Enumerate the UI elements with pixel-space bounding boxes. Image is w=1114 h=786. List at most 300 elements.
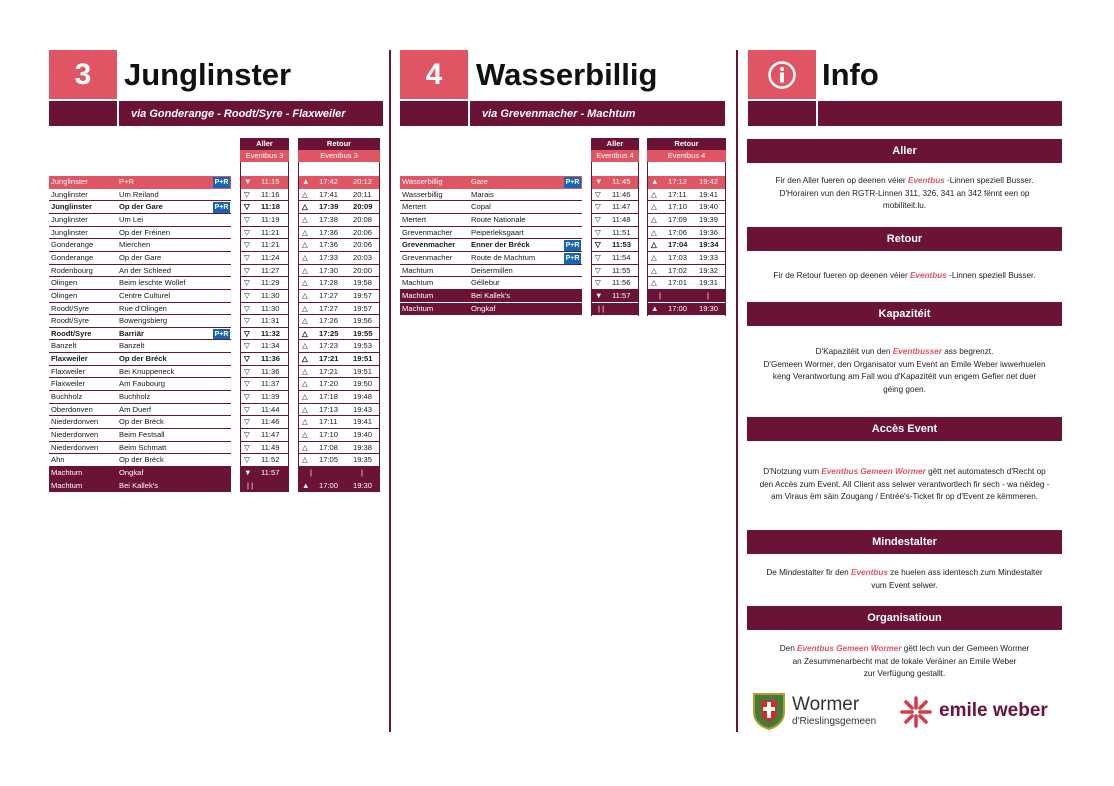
aller-time: 11:48 [612, 214, 631, 224]
line4-retour-head: Retour [647, 138, 726, 150]
aller-time: 11:51 [612, 227, 631, 237]
stop-name: Op der Gare [119, 202, 163, 212]
retour-time-1: 17:20 [319, 379, 339, 389]
stop-name: Peiperleksgaart [471, 227, 524, 237]
retour-time-1: 17:08 [319, 442, 339, 452]
town-name: Banzelt [51, 341, 77, 351]
retour-time-2: 19:48 [353, 392, 373, 402]
direction-arrow-icon: ▽ [244, 214, 250, 224]
aller-time-cell [241, 467, 288, 480]
info-bar-left [748, 101, 816, 126]
info-acces-text [747, 466, 1062, 504]
town-name: Oberdonven [51, 404, 93, 414]
direction-arrow-icon: ▽ [244, 379, 250, 389]
town-name: Niederdonven [51, 442, 99, 452]
direction-arrow-icon: ▽ [244, 366, 250, 376]
direction-arrow-icon: ▽ [244, 341, 250, 351]
park-and-ride-badge: P+R [214, 204, 229, 212]
direction-arrow-icon: ▽ [244, 316, 250, 326]
line3-aller-sub: Eventbus 3 [240, 150, 289, 162]
retour-time-1: | [310, 467, 312, 477]
line4-retour-sub: Eventbus 4 [647, 150, 726, 162]
town-name: Machtum [402, 303, 434, 313]
line3-via-left [49, 101, 117, 126]
info-icon [767, 60, 797, 90]
direction-arrow-icon: ▲ [651, 177, 659, 186]
town-name: Junglinster [51, 202, 92, 212]
retour-time-2: 20:08 [353, 214, 373, 224]
direction-arrow-icon: △ [302, 455, 308, 465]
info-kap-em: Eventbusser [892, 347, 942, 356]
divider-2 [736, 50, 738, 732]
direction-arrow-icon: ▽ [244, 404, 250, 414]
retour-time-2: 19:30 [353, 480, 373, 490]
retour-time-2: 19:33 [699, 252, 719, 262]
direction-arrow-icon: △ [302, 341, 308, 351]
direction-arrow-icon: △ [302, 252, 308, 262]
aller-time: 11:53 [612, 240, 632, 250]
direction-arrow-icon: △ [302, 303, 308, 313]
retour-time-2: 20:06 [353, 227, 373, 237]
town-name: Machtum [402, 290, 434, 300]
retour-time-1: 17:10 [668, 202, 688, 212]
info-kap-line3: keng Verantwortung am Fall wou d'Kapazitéit vun engem Gefier net duer [772, 372, 1037, 382]
info-retour-heading: Retour [747, 227, 1062, 251]
stop-name: Am Duerf [119, 404, 152, 414]
stop-name: Beim Festsall [119, 430, 165, 439]
stop-name: Banzelt [119, 341, 145, 351]
line3-title: Junglinster [124, 56, 292, 92]
direction-arrow-icon: ▽ [244, 252, 250, 262]
emile-weber-logo [899, 693, 1062, 731]
park-and-ride-badge: P+R [565, 242, 580, 250]
aller-time: 11:46 [261, 417, 280, 427]
stop-name: Ongkaf [119, 467, 144, 477]
park-and-ride-badge: P+R [565, 179, 580, 186]
divider-1 [389, 50, 391, 732]
stop-name: Beim leschte Wollef [119, 278, 186, 288]
line3-retour-border-r [379, 162, 380, 492]
retour-time-2: 19:43 [353, 404, 373, 414]
direction-arrow-icon: ▽ [244, 392, 250, 402]
aller-time: 11:36 [261, 354, 281, 364]
table-row [400, 303, 582, 316]
retour-time-2: 20:11 [353, 189, 372, 199]
aller-time: 11:37 [261, 379, 280, 389]
info-aller-em: Eventbus [907, 176, 945, 185]
direction-arrow-icon: ▽ [244, 328, 250, 338]
direction-arrow-icon: ▽ [595, 278, 601, 288]
town-name: Rodenbourg [51, 265, 93, 275]
direction-arrow-icon: ▼ [595, 290, 603, 300]
direction-arrow-icon: △ [651, 214, 657, 224]
retour-time-1: 17:27 [319, 290, 339, 300]
direction-arrow-icon: △ [302, 214, 308, 224]
retour-time-1: 17:39 [319, 202, 339, 212]
retour-time-1: 17:23 [319, 341, 339, 351]
stop-name: Beim Schmatt [119, 442, 167, 452]
retour-time-2: 19:32 [699, 265, 719, 275]
town-name: Mertert [402, 202, 427, 212]
table-row [400, 176, 582, 189]
line4-retour-border-r [725, 162, 726, 316]
stop-name: An der Schleed [119, 265, 171, 275]
aller-time: 11:39 [261, 392, 280, 402]
retour-time-1: 17:00 [319, 480, 339, 490]
direction-arrow-icon: △ [302, 202, 308, 212]
info-mind-em: Eventbus [851, 568, 888, 577]
town-name: Niederdonven [51, 417, 99, 427]
direction-arrow-icon: △ [302, 404, 308, 414]
direction-arrow-icon: ▲ [302, 177, 310, 186]
aller-time-cell [241, 176, 288, 189]
info-kap-line2: D'Gemeen Wormer, den Organisator vum Event an Emile Weber iwwerhuelen [763, 359, 1046, 369]
retour-time-2: 19:53 [353, 341, 373, 351]
town-name: Niederdonven [51, 430, 99, 439]
stop-name: Rue d'Olingen [119, 303, 167, 313]
line3-retour-head: Retour [298, 138, 380, 150]
stop-name: Op der Gare [119, 252, 162, 262]
retour-time-1: 17:36 [319, 227, 339, 237]
direction-arrow-icon: ▽ [595, 227, 601, 237]
retour-time-1: 17:06 [668, 227, 688, 237]
wormer-logo [752, 692, 887, 732]
town-name: Flaxweiler [51, 379, 86, 389]
town-name: Wasserbillig [402, 189, 443, 199]
town-name: Machtum [51, 480, 83, 490]
aller-time: 11:16 [261, 189, 280, 199]
stop-name: Um Reiland [119, 189, 159, 199]
table-row [49, 480, 231, 493]
direction-arrow-icon: ▽ [244, 417, 250, 427]
table-row [49, 467, 231, 480]
aller-time-cell [592, 290, 638, 303]
retour-time-1: 17:30 [319, 265, 339, 275]
stop-name: Route Nationale [471, 214, 526, 224]
info-aller-heading: Aller [747, 139, 1062, 163]
retour-time-1: 17:13 [319, 404, 339, 414]
retour-time-2: 19:38 [353, 442, 373, 452]
aller-time: | | [247, 480, 254, 490]
retour-time-2: 19:41 [353, 417, 373, 427]
town-name: Junglinster [51, 227, 88, 237]
stop-name: Bei Kallek's [119, 480, 159, 490]
direction-arrow-icon: ▼ [244, 177, 252, 186]
direction-arrow-icon: ▼ [595, 177, 603, 186]
direction-arrow-icon: ▽ [595, 240, 601, 250]
retour-time-2: 19:34 [699, 240, 719, 250]
info-mindestalter-heading: Mindestalter [747, 530, 1062, 554]
retour-time-cell [299, 467, 379, 480]
info-org-t1: Den [779, 644, 798, 653]
town-name: Wasserbillig [402, 177, 443, 186]
retour-time-1: 17:03 [668, 252, 688, 262]
aller-time: 11:29 [261, 278, 280, 288]
wormer-logo-name: Wormer [792, 694, 860, 715]
info-aller-line2: D'Horairen vun den RGTR-Linnen 311, 326, 341 an 342 fënnt een op [779, 188, 1030, 198]
stop-name: Route de Machtum [471, 252, 536, 262]
info-retour-em: Eventbus [909, 271, 947, 280]
wormer-crest-icon [752, 692, 786, 730]
town-name: Roodt/Syre [51, 303, 89, 313]
direction-arrow-icon: △ [302, 227, 308, 237]
direction-arrow-icon: ▽ [595, 252, 601, 262]
aller-time: 11:34 [261, 341, 280, 351]
stop-name: Ongkaf [471, 303, 496, 313]
aller-time: 11:54 [612, 252, 631, 262]
retour-time-2: 19:56 [353, 316, 373, 326]
stop-name: Buchholz [119, 392, 151, 402]
direction-arrow-icon: ▽ [244, 278, 250, 288]
direction-arrow-icon: ▽ [244, 354, 250, 364]
retour-time-2: 19:57 [353, 290, 373, 300]
direction-arrow-icon: △ [651, 265, 657, 275]
direction-arrow-icon: ▽ [244, 455, 250, 465]
info-icon-box [748, 50, 816, 99]
info-kap-t1: D'Kapazitéit vun den [815, 347, 893, 356]
town-name: Gonderange [51, 252, 94, 262]
retour-time-1: 17:21 [319, 366, 339, 376]
retour-time-2: 20:00 [353, 265, 373, 275]
direction-arrow-icon: △ [302, 392, 308, 402]
direction-arrow-icon: △ [302, 290, 308, 300]
line4-number: 4 [400, 50, 468, 99]
direction-arrow-icon: ▽ [244, 442, 250, 452]
stop-name: Enner der Bréck [471, 240, 530, 250]
line4-aller-head: Aller [591, 138, 639, 150]
info-org-em: Eventbus Gemeen Wormer [797, 644, 902, 653]
town-name: Junglinster [51, 214, 88, 224]
line3-via: via Gonderange - Roodt/Syre - Flaxweiler [119, 101, 383, 126]
aller-time-cell [592, 176, 638, 189]
retour-time-1: 17:21 [319, 354, 339, 364]
retour-time-2: 20:12 [353, 177, 373, 186]
direction-arrow-icon: ▽ [244, 290, 250, 300]
line3-retour-sub: Eventbus 3 [298, 150, 380, 162]
aller-time: | | [598, 303, 605, 313]
retour-time-1: 17:02 [668, 265, 688, 275]
retour-time-1: | [659, 290, 661, 300]
retour-time-2: 19:50 [353, 379, 373, 389]
info-aller-text [747, 175, 1062, 213]
retour-time-2: 19:40 [699, 202, 719, 212]
retour-time-2: 20:06 [353, 240, 373, 250]
town-name: Machtum [402, 265, 434, 275]
retour-time-2: | [361, 467, 363, 477]
park-and-ride-badge: P+R [214, 330, 229, 338]
retour-time-cell [299, 480, 379, 493]
direction-arrow-icon: △ [302, 278, 308, 288]
aller-time: 11:30 [261, 303, 280, 313]
retour-time-1: 17:11 [668, 189, 687, 199]
stop-name: Centre Culturel [119, 290, 171, 300]
info-acces-t1: D'Notzung vum [763, 467, 822, 476]
town-name: Roodt/Syre [51, 316, 89, 326]
info-kap-line4: géing goen. [883, 384, 926, 394]
retour-time-2: | [707, 290, 709, 300]
info-mindestalter-text [747, 567, 1062, 592]
aller-time: 11:47 [261, 430, 280, 439]
stop-name: Bei Knuppeneck [119, 366, 175, 376]
stop-name: Barriär [119, 328, 144, 338]
info-aller-t2: -Linnen speziell Busser. [944, 176, 1034, 185]
direction-arrow-icon: ▲ [302, 480, 310, 490]
aller-time: 11:49 [261, 442, 280, 452]
table-row [400, 290, 582, 303]
retour-time-1: 17:04 [668, 240, 688, 250]
retour-time-2: 19:40 [353, 430, 373, 439]
stop-name: Am Faubourg [119, 379, 166, 389]
direction-arrow-icon: △ [651, 252, 657, 262]
aller-time: 11:19 [261, 214, 280, 224]
info-acces-t2: gëtt net automatesch d'Recht op [925, 467, 1046, 476]
aller-time: 11:45 [612, 177, 631, 186]
stop-name: Op der Bréck [119, 455, 164, 465]
direction-arrow-icon: △ [302, 366, 308, 376]
direction-arrow-icon: ▽ [244, 240, 250, 250]
direction-arrow-icon: △ [302, 442, 308, 452]
info-org-t2: gëtt lech vun der Gemeen Wormer [901, 644, 1030, 653]
aller-time: 11:36 [261, 366, 280, 376]
retour-time-2: 19:31 [699, 278, 719, 288]
retour-time-1: 17:18 [319, 392, 339, 402]
info-acces-heading: Accès Event [747, 417, 1062, 441]
retour-time-2: 19:42 [699, 177, 719, 186]
direction-arrow-icon: △ [651, 278, 657, 288]
town-name: Junglinster [51, 189, 88, 199]
direction-arrow-icon: △ [302, 430, 308, 439]
retour-time-1: 17:27 [319, 303, 339, 313]
stop-name: Marais [471, 189, 494, 199]
town-name: Roodt/Syre [51, 328, 92, 338]
direction-arrow-icon: △ [302, 379, 308, 389]
retour-time-cell [648, 176, 725, 189]
aller-time: 11:15 [261, 177, 280, 186]
retour-time-2: 19:41 [699, 189, 719, 199]
info-mind-t2: ze huelen ass identesch zum Mindestalter [887, 568, 1043, 577]
aller-time-cell [241, 480, 288, 493]
direction-arrow-icon: △ [651, 240, 657, 250]
aller-time: 11:21 [261, 227, 280, 237]
direction-arrow-icon: ▲ [651, 303, 659, 313]
town-name: Junglinster [51, 177, 88, 186]
retour-time-1: 17:26 [319, 316, 339, 326]
info-mind-line2: vum Event selwer. [871, 580, 938, 590]
retour-time-1: 17:41 [319, 189, 339, 199]
line3-aller-head: Aller [240, 138, 289, 150]
aller-time: 11:55 [612, 265, 631, 275]
direction-arrow-icon: △ [302, 240, 308, 250]
town-name: Machtum [51, 467, 83, 477]
info-bar [818, 101, 1062, 126]
stop-name: Op der Bréck [119, 354, 167, 364]
retour-time-1: 17:09 [668, 214, 688, 224]
line4-title: Wasserbillig [476, 56, 658, 92]
retour-time-cell [648, 290, 725, 303]
town-name: Grevenmacher [402, 240, 456, 250]
direction-arrow-icon: ▽ [244, 303, 250, 313]
retour-time-1: 17:28 [319, 278, 339, 288]
retour-time-1: 17:36 [319, 240, 339, 250]
table-row [49, 176, 231, 189]
info-acces-em: Eventbus Gemeen Wormer [821, 467, 926, 476]
retour-time-1: 17:25 [319, 328, 339, 338]
line3-aller-border-r [288, 162, 289, 492]
line4-via-left [400, 101, 468, 126]
info-organisatioun-heading: Organisatioun [747, 606, 1062, 630]
stop-name: Deisermillen [471, 265, 513, 275]
aller-time: 11:24 [261, 252, 280, 262]
direction-arrow-icon: ▽ [244, 202, 250, 212]
stop-name: Géllebur [471, 278, 500, 288]
direction-arrow-icon: △ [302, 316, 308, 326]
town-name: Flaxweiler [51, 354, 88, 364]
stop-name: Copal [471, 202, 491, 212]
emile-weber-star-icon [899, 695, 933, 729]
retour-time-2: 19:51 [353, 366, 373, 376]
info-organisatioun-text [747, 643, 1062, 681]
direction-arrow-icon: ▽ [244, 227, 250, 237]
retour-time-cell [648, 303, 725, 316]
retour-time-2: 19:36 [699, 227, 719, 237]
direction-arrow-icon: △ [302, 354, 308, 364]
info-retour-text [747, 270, 1062, 283]
info-acces-line3: am Viraus ëm säin Zougang / Entrée's-Ticket fir op d'Event ze këmmeren. [770, 492, 1039, 502]
line4-aller-sub: Eventbus 4 [591, 150, 639, 162]
aller-time: 11:46 [612, 189, 631, 199]
direction-arrow-icon: ▽ [595, 214, 601, 224]
aller-time: 11:57 [612, 290, 631, 300]
retour-time-cell [299, 176, 379, 189]
town-name: Machtum [402, 278, 434, 288]
direction-arrow-icon: △ [302, 417, 308, 427]
town-name: Gonderange [51, 240, 94, 250]
direction-arrow-icon: ▽ [595, 265, 601, 275]
retour-time-1: 17:12 [668, 177, 688, 186]
town-name: Mertert [402, 214, 427, 224]
direction-arrow-icon: △ [302, 265, 308, 275]
town-name: Buchholz [51, 392, 83, 402]
aller-time: 11:30 [261, 290, 280, 300]
stop-name: P+R [119, 177, 134, 186]
direction-arrow-icon: △ [651, 227, 657, 237]
direction-arrow-icon: △ [302, 189, 308, 199]
info-retour-t2: -Linnen speziell Busser. [946, 271, 1036, 280]
aller-time: 11:32 [261, 328, 281, 338]
retour-time-2: 19:30 [699, 303, 719, 313]
info-org-line2: an Zesummenarbecht mat de lokale Veräiner an Emile Weber [792, 656, 1017, 666]
park-and-ride-badge: P+R [565, 254, 580, 262]
direction-arrow-icon: ▽ [244, 189, 250, 199]
aller-time: 11:27 [261, 265, 280, 275]
retour-time-1: 17:10 [319, 430, 339, 439]
retour-time-1: 17:05 [319, 455, 339, 465]
info-mind-t1: De Mindestalter fir den [766, 568, 852, 577]
direction-arrow-icon: ▼ [244, 467, 252, 477]
direction-arrow-icon: ▽ [595, 202, 601, 212]
town-name: Flaxweiler [51, 366, 86, 376]
stop-name: Op der Bréck [119, 417, 164, 427]
aller-time-cell [592, 303, 638, 316]
info-acces-line2: den Accès zum Event. All Client ass selwer verantwortlech fir sech - wa néideg - [759, 479, 1050, 489]
aller-time: 11:52 [261, 455, 280, 465]
retour-time-2: 19:35 [353, 455, 373, 465]
retour-time-1: 17:42 [319, 177, 339, 186]
aller-time: 11:31 [261, 316, 280, 326]
retour-time-2: 19:58 [353, 278, 373, 288]
retour-time-1: 17:11 [319, 417, 338, 427]
info-aller-t1: Fir den Aller fueren op deenen véier [775, 176, 908, 185]
